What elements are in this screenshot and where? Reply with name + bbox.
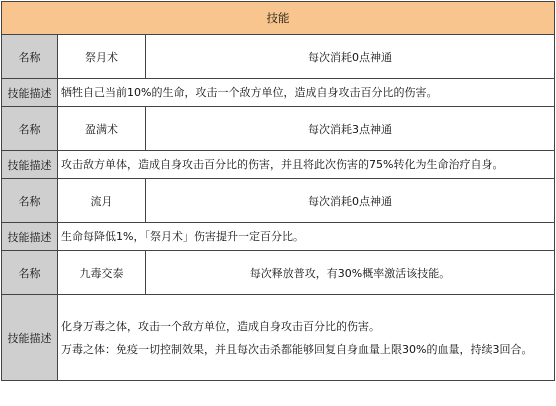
skill-name: 流月 — [58, 179, 146, 223]
skill-name: 祭月术 — [58, 35, 146, 79]
skill-desc-row — [2, 151, 555, 179]
skill-desc-row — [2, 223, 555, 251]
desc-label: 技能描述 — [2, 151, 58, 179]
skill-name-row — [2, 107, 555, 151]
skill-name-row — [2, 35, 555, 79]
table-header-row — [2, 2, 555, 35]
skill-desc: 生命每降低1%，「祭月术」伤害提升一定百分比。 — [58, 223, 555, 251]
skill-desc-line: 万毒之体：免疫一切控制效果，并且每次击杀都能够回复自身血量上限30%的血量，持续3回合。 — [61, 342, 533, 356]
name-label: 名称 — [2, 35, 58, 79]
name-label: 名称 — [2, 251, 58, 295]
skill-name: 九毒交泰 — [58, 251, 146, 295]
skill-cost: 每次消耗0点神通 — [146, 35, 555, 79]
skill-name: 盈满术 — [58, 107, 146, 151]
name-label: 名称 — [2, 179, 58, 223]
skill-table — [1, 1, 555, 381]
table-title: 技能 — [2, 2, 555, 35]
skill-desc: 牺牲自己当前10%的生命，攻击一个敌方单位，造成自身攻击百分比的伤害。 — [58, 79, 555, 107]
desc-label: 技能描述 — [2, 223, 58, 251]
skill-cost: 每次消耗3点神通 — [146, 107, 555, 151]
skill-desc-row — [2, 79, 555, 107]
skill-name-row — [2, 179, 555, 223]
skill-desc: 攻击敌方单体，造成自身攻击百分比的伤害，并且将此次伤害的75%转化为生命治疗自身。 — [58, 151, 555, 179]
skill-desc — [58, 295, 555, 381]
skill-desc-line: 化身万毒之体，攻击一个敌方单位，造成自身攻击百分比的伤害。 — [61, 319, 380, 333]
desc-label: 技能描述 — [2, 295, 58, 381]
skill-desc-row — [2, 295, 555, 381]
desc-label: 技能描述 — [2, 79, 58, 107]
name-label: 名称 — [2, 107, 58, 151]
skill-cost: 每次释放普攻，有30%概率激活该技能。 — [146, 251, 555, 295]
skill-name-row — [2, 251, 555, 295]
skill-cost: 每次消耗0点神通 — [146, 179, 555, 223]
